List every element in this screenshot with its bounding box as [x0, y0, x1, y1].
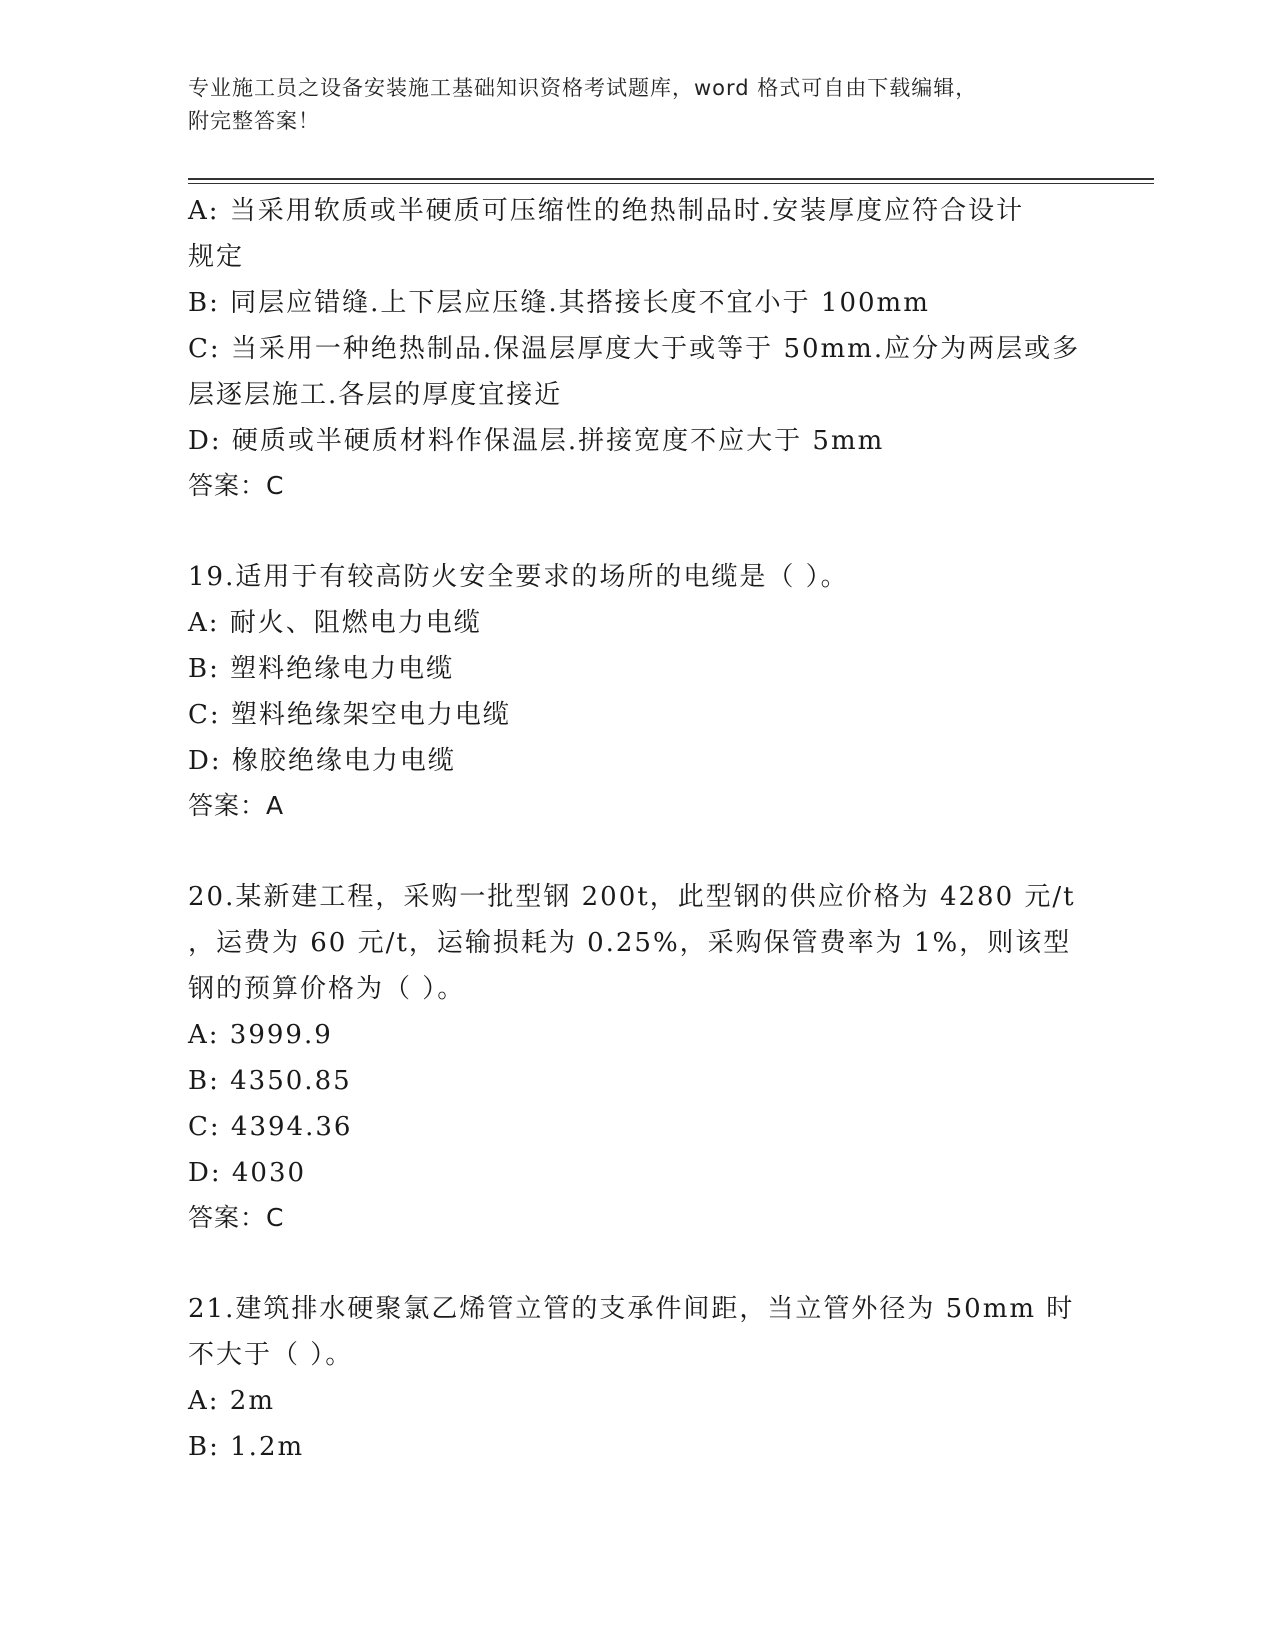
question-21 [188, 1286, 1088, 1470]
document-header [188, 72, 1088, 138]
spacer [188, 508, 1088, 554]
option-c-line-1: C: 当采用一种绝热制品.保温层厚度大于或等于 50mm.应分为两层或多 [188, 334, 1081, 364]
option-d: D: 橡胶绝缘电力电缆 [188, 746, 456, 776]
question-18-options [188, 188, 1088, 508]
header-divider-thin [188, 183, 1154, 184]
option-a: A: 3999.9 [188, 1020, 333, 1050]
question-20 [188, 874, 1088, 1240]
header-line-1: 专业施工员之设备安装施工基础知识资格考试题库，word 格式可自由下载编辑， [188, 76, 978, 100]
question-19-text: 19.适用于有较高防火安全要求的场所的电缆是（ ）。 [188, 562, 849, 592]
answer-20: 答案：C [188, 1203, 285, 1232]
option-a: A: 2m [188, 1386, 275, 1416]
answer-18: 答案：C [188, 471, 285, 500]
question-20-line-3: 钢的预算价格为（ ）。 [188, 974, 466, 1004]
option-c: C: 4394.36 [188, 1112, 353, 1142]
document-body [188, 188, 1088, 1470]
header-divider-thick [188, 178, 1154, 180]
question-19 [188, 554, 1088, 828]
question-20-line-1: 20.某新建工程，采购一批型钢 200t，此型钢的供应价格为 4280 元/t [188, 882, 1076, 912]
question-21-line-1: 21.建筑排水硬聚氯乙烯管立管的支承件间距，当立管外径为 50mm 时 [188, 1294, 1075, 1324]
header-line-2: 附完整答案！ [188, 109, 320, 133]
option-a-line-1: A: 当采用软质或半硬质可压缩性的绝热制品时.安装厚度应符合设计 [188, 196, 1025, 226]
option-d: D: 硬质或半硬质材料作保温层.拼接宽度不应大于 5mm [188, 426, 885, 456]
option-b: B: 同层应错缝.上下层应压缝.其搭接长度不宜小于 100mm [188, 288, 930, 318]
option-c-line-2: 层逐层施工.各层的厚度宜接近 [188, 380, 563, 410]
option-d: D: 4030 [188, 1158, 307, 1188]
answer-19: 答案：A [188, 791, 285, 820]
option-b: B: 4350.85 [188, 1066, 352, 1096]
option-b: B: 1.2m [188, 1432, 305, 1462]
option-a: A: 耐火、阻燃电力电缆 [188, 608, 482, 638]
spacer [188, 1240, 1088, 1286]
spacer [188, 828, 1088, 874]
option-b: B: 塑料绝缘电力电缆 [188, 654, 455, 684]
question-20-line-2: ，运费为 60 元/t，运输损耗为 0.25%，采购保管费率为 1%，则该型 [188, 928, 1072, 958]
option-a-line-2: 规定 [188, 242, 245, 272]
option-c: C: 塑料绝缘架空电力电缆 [188, 700, 511, 730]
question-21-line-2: 不大于（ ）。 [188, 1340, 354, 1370]
